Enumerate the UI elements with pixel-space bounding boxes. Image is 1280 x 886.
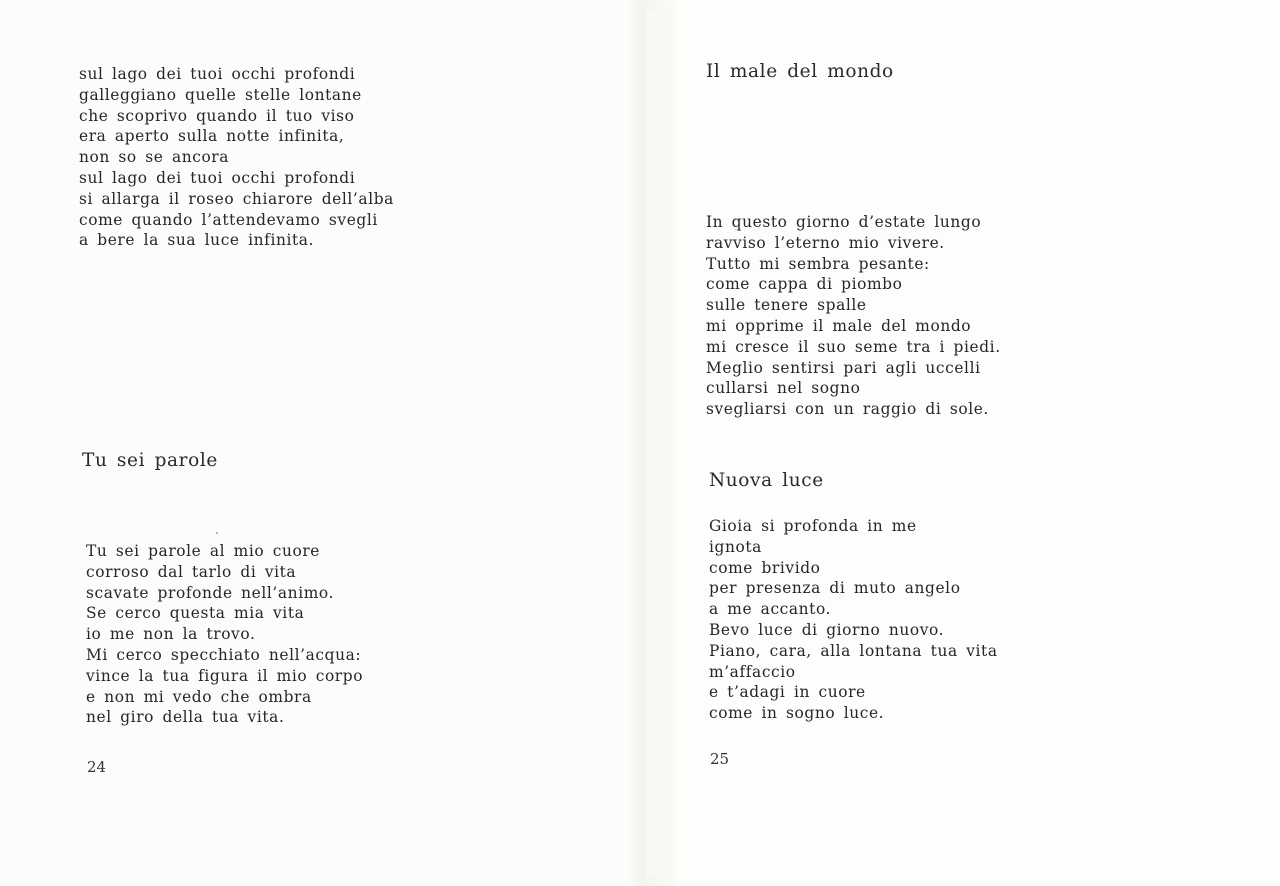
poem-line: scavate profonde nell’animo.	[86, 583, 335, 602]
poem-line: a bere la sua luce infinita.	[79, 231, 315, 250]
poem-line: galleggiano quelle stelle lontane	[79, 85, 362, 104]
poem-line: sul lago dei tuoi occhi profondi	[79, 65, 356, 83]
poem-title: Il male del mondo	[706, 61, 894, 82]
poem-line: Gioia si profonda in me	[709, 517, 917, 535]
poem-line: come brivido	[709, 558, 821, 577]
page-number: 24	[87, 758, 107, 776]
poem-line: Meglio sentirsi pari agli uccelli	[706, 358, 981, 377]
poem-line: come in sogno luce.	[709, 704, 885, 723]
poem-body	[709, 516, 998, 724]
poem-line: m’affaccio	[709, 662, 796, 681]
poem-line: ignota	[709, 537, 762, 556]
poem-title: Tu sei parole	[82, 450, 218, 471]
poem-line: nel giro della tua vita.	[86, 708, 285, 727]
poem-line: vince la tua figura il mio corpo	[86, 666, 364, 685]
poem-line: non so se ancora	[79, 148, 230, 167]
poem-title: Nuova luce	[709, 470, 824, 491]
poem-line: io me non la trovo.	[86, 625, 256, 644]
poem-line: come quando l’attendevamo svegli	[79, 210, 378, 229]
poem-body	[86, 541, 363, 728]
poem-line: ravviso l’eterno mio vivere.	[706, 233, 945, 252]
poem-line: e t’adagi in cuore	[709, 683, 866, 702]
poem-line: Tu sei parole al mio cuore	[86, 542, 320, 560]
poem-line: mi opprime il male del mondo	[706, 316, 972, 335]
poem-line: come cappa di piombo	[706, 275, 903, 294]
poem-line: corroso dal tarlo di vita	[86, 562, 297, 581]
poem-line: svegliarsi con un raggio di sole.	[706, 400, 989, 419]
poem-line: Bevo luce di giorno nuovo.	[709, 620, 945, 639]
poem-line: sulle tenere spalle	[706, 296, 867, 315]
poem-body	[706, 212, 1001, 420]
poem-line: era aperto sulla notte infinita,	[79, 127, 345, 146]
poem-line: che scoprivo quando il tuo viso	[79, 106, 355, 125]
poem-line: Mi cerco specchiato nell’acqua:	[86, 645, 362, 664]
poem-line: Tutto mi sembra pesante:	[706, 254, 930, 273]
poem-line: si allarga il roseo chiarore dell’alba	[79, 189, 394, 208]
poem-line: a me accanto.	[709, 600, 832, 619]
page-number: 25	[710, 750, 730, 768]
poem-line: mi cresce il suo seme tra i piedi.	[706, 337, 1001, 356]
print-speck	[216, 532, 218, 534]
poem-line: per presenza di muto angelo	[709, 579, 961, 598]
poem-line: cullarsi nel sogno	[706, 379, 861, 398]
poem-line: Piano, cara, alla lontana tua vita	[709, 641, 998, 660]
right-page	[640, 0, 1280, 886]
poem-line: In questo giorno d’estate lungo	[706, 213, 982, 231]
poem-line: Se cerco questa mia vita	[86, 604, 305, 623]
poem-line: e non mi vedo che ombra	[86, 687, 312, 706]
poem-line: sul lago dei tuoi occhi profondi	[79, 168, 356, 187]
poem-continuation-stanza	[79, 64, 394, 251]
